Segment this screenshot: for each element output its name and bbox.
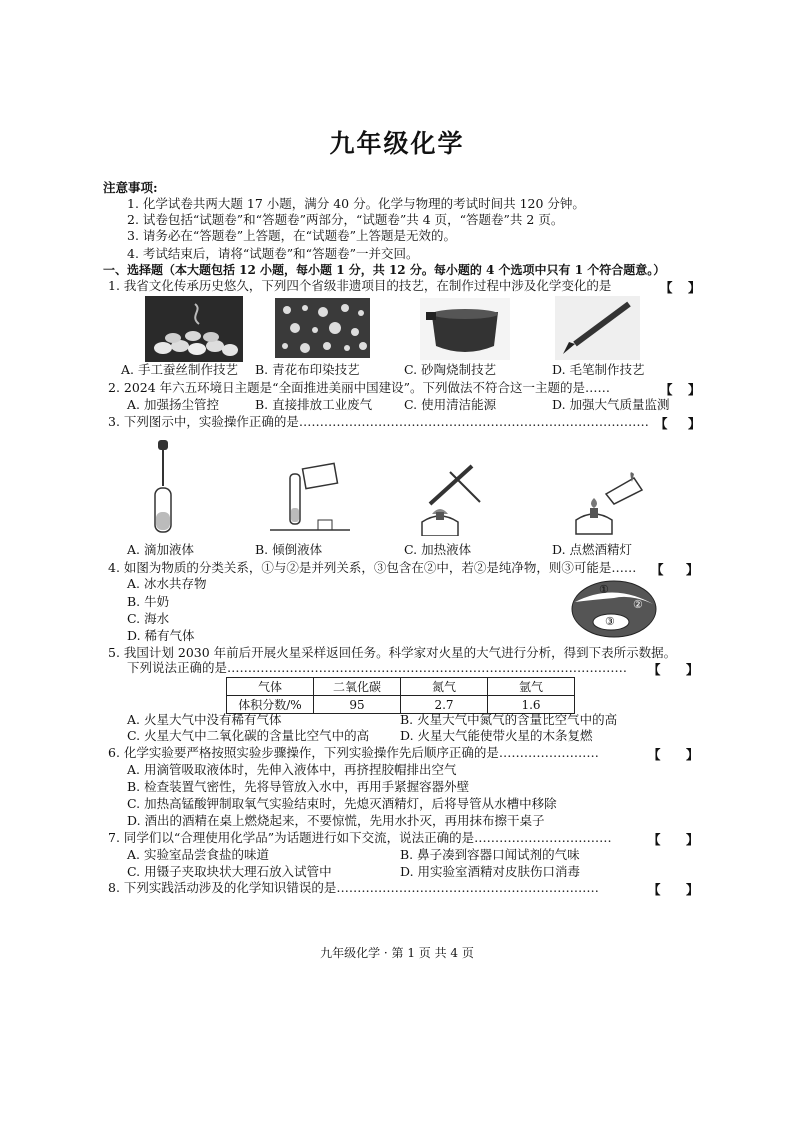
notice-item: 1. 化学试卷共两大题 17 小题，满分 40 分。化学与物理的考试时间共 120 分钟。 (127, 196, 585, 211)
question-stem: 3. 下列图示中，实验操作正确的是………………………………………………………………………… (108, 414, 649, 429)
answer-bracket-open: 【 (651, 562, 664, 577)
option-b: B. 牛奶 (127, 594, 170, 609)
question-stem: 5. 我国计划 2030 年前后开展火星采样返回任务。科学家对火星的大气进行分析，得到下表所示数据。 (108, 645, 677, 660)
answer-bracket-open: 【 (648, 747, 661, 762)
option-a: A. 手工蚕丝制作技艺 (121, 362, 238, 377)
option-b: B. 鼻子凑到容器口闻试剂的气味 (400, 847, 580, 862)
dropper-test-tube-diagram (148, 440, 178, 536)
option-c: C. 加热高锰酸钾制取氧气实验结束时，先熄灭酒精灯，后将导管从水槽中移除 (127, 796, 557, 811)
option-a: A. 加强扬尘管控 (127, 397, 219, 412)
answer-bracket-close: 】 (686, 562, 699, 577)
question-stem: 4. 如图为物质的分类关系，①与②是并列关系，③包含在②中，若②是纯净物，则③可能是…… (108, 560, 637, 575)
blue-calico-photo (275, 298, 370, 358)
option-d: D. 稀有气体 (127, 628, 195, 643)
gas-data-table (226, 677, 575, 714)
table-cell: 2.7 (401, 696, 488, 714)
answer-bracket-close: 】 (688, 416, 701, 431)
option-c: C. 加热液体 (404, 542, 472, 557)
option-a: A. 实验室品尝食盐的味道 (127, 847, 269, 862)
section-heading: 一、选择题（本大题包括 12 小题，每小题 1 分，共 12 分。每小题的 4 个选项中只有 1 个符合题意。） (103, 263, 666, 277)
notice-item: 3. 请务必在“答题卷”上答题，在“试题卷”上答题是无效的。 (127, 228, 456, 243)
option-d: D. 酒出的酒精在桌上燃烧起来，不要惊慌，先用水扑灭，再用抹布擦干桌子 (127, 813, 545, 828)
notice-item: 4. 考试结束后，请将“试题卷”和“答题卷”一并交回。 (127, 246, 419, 261)
option-d: D. 点燃酒精灯 (552, 542, 633, 557)
option-c: C. 火星大气中二氧化碳的含量比空气中的高 (127, 728, 370, 743)
option-d: D. 毛笔制作技艺 (552, 362, 645, 377)
question-stem: 2. 2024 年六五环境日主题是“全面推进美丽中国建设”。下列做法不符合这一主题的是…… (108, 380, 610, 395)
alcohol-lamp-diagram (570, 468, 646, 536)
answer-bracket-open: 【 (648, 662, 661, 677)
option-a: A. 用滴管吸取液体时，先伸入液体中，再挤捏胶帽排出空气 (127, 762, 457, 777)
answer-bracket-close: 】 (688, 382, 701, 397)
option-b: B. 直接排放工业废气 (255, 397, 373, 412)
option-c: C. 用镊子夹取块状大理石放入试管中 (127, 864, 332, 879)
brush-photo (555, 296, 640, 360)
question-stem: 8. 下列实践活动涉及的化学知识错误的是……………………………………………………… (108, 880, 599, 895)
option-b: B. 青花布印染技艺 (255, 362, 360, 377)
question-stem: 1. 我省文化传承历史悠久，下列四个省级非遗项目的技艺，在制作过程中涉及化学变化的是 (108, 278, 612, 293)
question-stem: 6. 化学实验要严格按照实验步骤操作，下列实验操作先后顺序正确的是…………………… (108, 745, 599, 760)
answer-bracket-open: 【 (660, 382, 673, 397)
table-cell: 氮气 (401, 678, 488, 696)
answer-bracket-close: 】 (686, 747, 699, 762)
table-cell: 二氧化碳 (314, 678, 401, 696)
table-header-row (227, 678, 575, 696)
answer-bracket-close: 】 (686, 832, 699, 847)
label-1: ① (599, 583, 609, 596)
answer-bracket-close: 】 (686, 882, 699, 897)
option-b: B. 火星大气中氮气的含量比空气中的高 (400, 712, 618, 727)
table-row (227, 696, 575, 714)
option-c: C. 砂陶烧制技艺 (404, 362, 497, 377)
table-cell: 1.6 (488, 696, 575, 714)
option-b: B. 检查装置气密性，先将导管放入水中，再用手紧握容器外壁 (127, 779, 470, 794)
table-cell: 体积分数/% (227, 696, 314, 714)
silk-cocoon-photo (145, 296, 243, 362)
question-stem-cont: 下列说法正确的是…………………………………………………………………………………… (127, 660, 628, 675)
answer-bracket-open: 【 (648, 882, 661, 897)
answer-bracket-close: 】 (688, 280, 701, 295)
clay-pot-photo (420, 298, 510, 360)
table-cell: 95 (314, 696, 401, 714)
option-a: A. 火星大气中没有稀有气体 (127, 712, 282, 727)
classification-diagram (571, 580, 657, 638)
page-footer: 九年级化学 · 第 1 页 共 4 页 (320, 946, 474, 960)
table-cell: 气体 (227, 678, 314, 696)
table-cell: 氩气 (488, 678, 575, 696)
answer-bracket-open: 【 (655, 416, 668, 431)
option-a: A. 滴加液体 (127, 542, 194, 557)
option-b: B. 倾倒液体 (255, 542, 323, 557)
option-d: D. 火星大气能使带火星的木条复燃 (400, 728, 593, 743)
notice-heading: 注意事项: (103, 180, 158, 195)
notice-item: 2. 试卷包括“试题卷”和“答题卷”两部分，“试题卷”共 4 页，“答题卷”共 2 页。 (127, 212, 564, 227)
option-a: A. 冰水共存物 (127, 576, 207, 591)
answer-bracket-open: 【 (660, 280, 673, 295)
label-3: ③ (605, 615, 615, 628)
pouring-liquid-diagram (270, 462, 350, 534)
answer-bracket-open: 【 (648, 832, 661, 847)
label-2: ② (633, 598, 643, 611)
option-c: C. 海水 (127, 611, 170, 626)
option-c: C. 使用清洁能源 (404, 397, 497, 412)
heating-liquid-diagram (410, 462, 490, 536)
option-d: D. 用实验室酒精对皮肤伤口消毒 (400, 864, 581, 879)
question-stem: 7. 同学们以“合理使用化学品”为话题进行如下交流，说法正确的是…………………………… (108, 830, 612, 845)
answer-bracket-close: 】 (686, 662, 699, 677)
page-title: 九年级化学 (329, 129, 465, 158)
option-d: D. 加强大气质量监测 (552, 397, 670, 412)
